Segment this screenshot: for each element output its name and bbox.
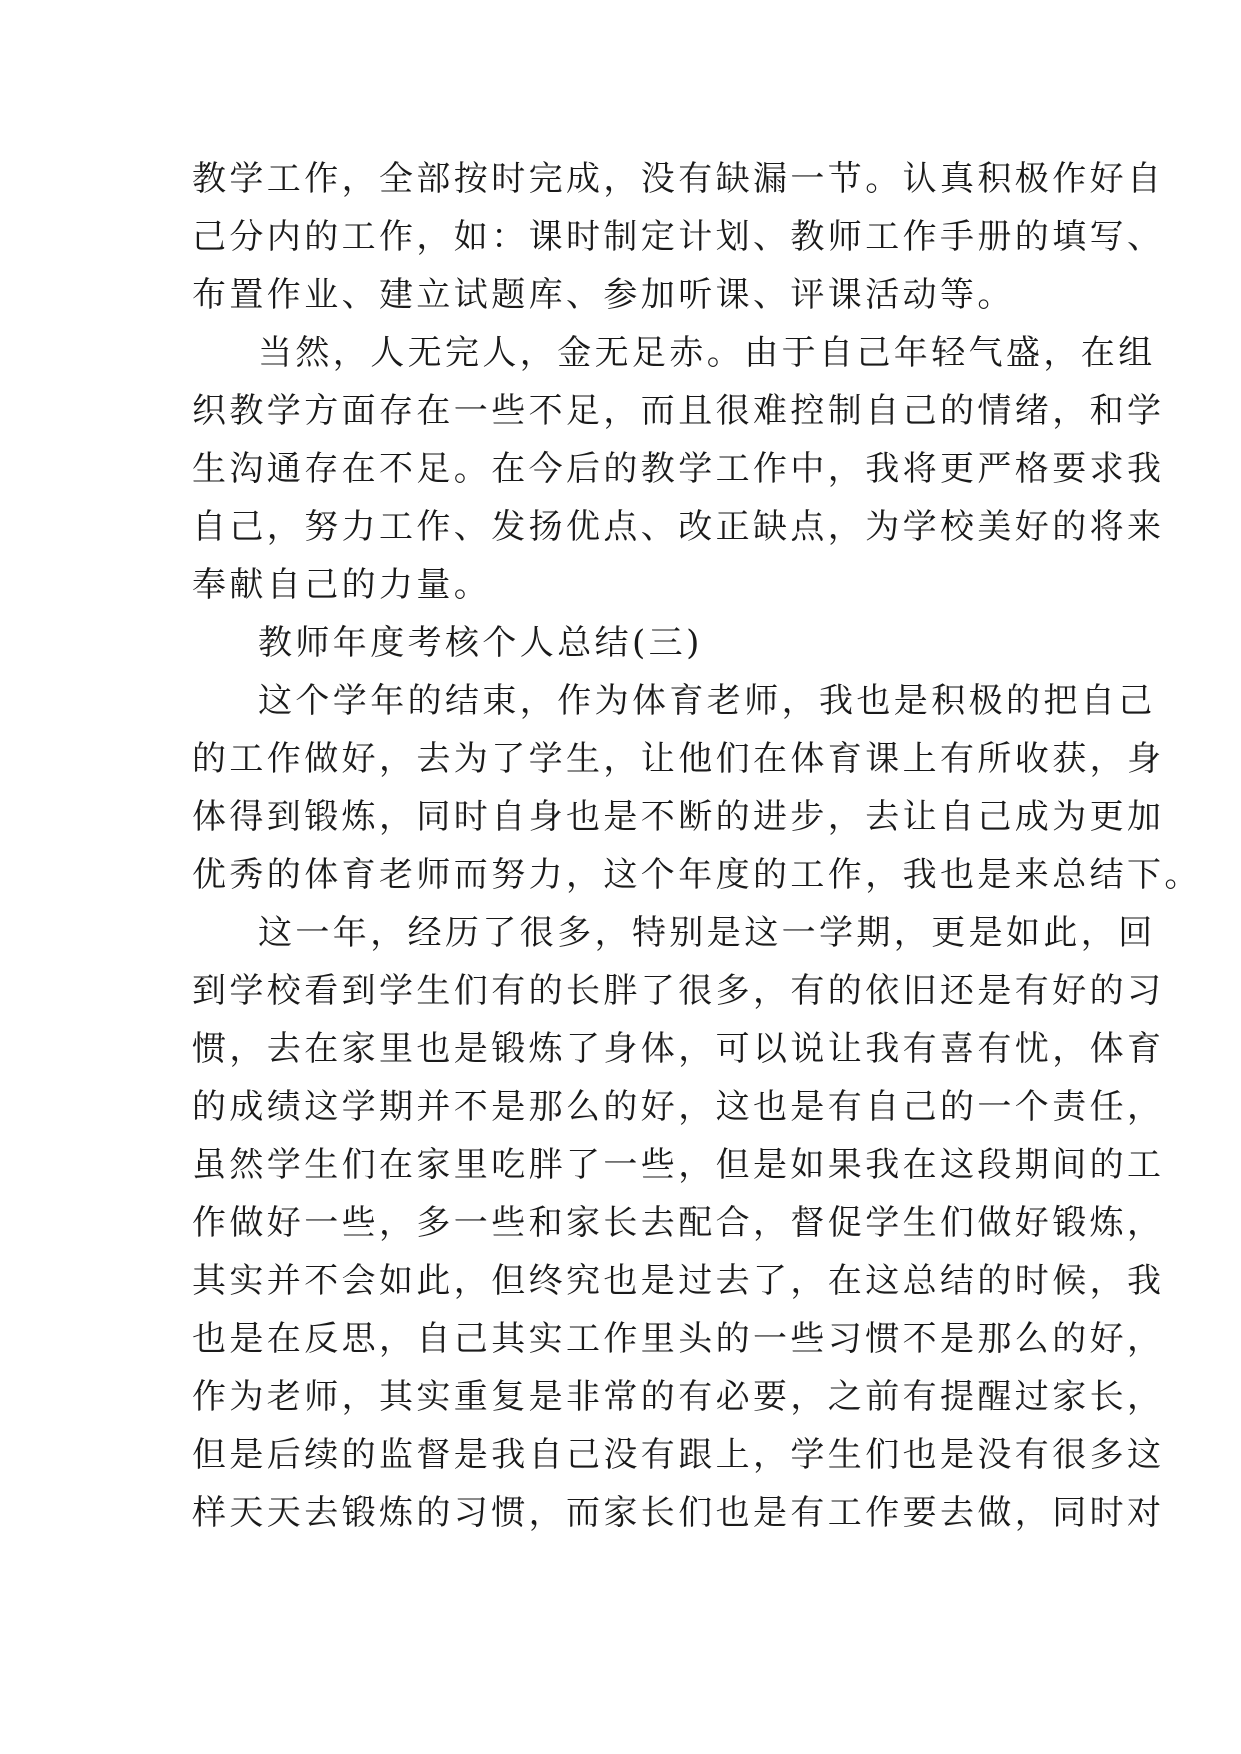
- paragraph-line: 其实并不会如此，但终究也是过去了，在这总结的时候，我: [192, 1261, 1165, 1301]
- paragraph-line: 这个学年的结束，作为体育老师，我也是积极的把自己: [258, 681, 1156, 721]
- paragraph-line: 奉献自己的力量。: [192, 565, 492, 605]
- paragraph-line: 生沟通存在不足。在今后的教学工作中，我将更严格要求我: [192, 449, 1165, 489]
- paragraph-line: 己分内的工作，如：课时制定计划、教师工作手册的填写、: [192, 217, 1165, 257]
- paragraph-line: 作为老师，其实重复是非常的有必要，之前有提醒过家长，: [192, 1377, 1165, 1417]
- paragraph-line: 当然，人无完人，金无足赤。由于自己年轻气盛，在组: [258, 333, 1156, 373]
- paragraph-line: 但是后续的监督是我自己没有跟上，学生们也是没有很多这: [192, 1435, 1165, 1475]
- paragraph-line: 自己，努力工作、发扬优点、改正缺点，为学校美好的将来: [192, 507, 1165, 547]
- paragraph-line: 的工作做好，去为了学生，让他们在体育课上有所收获，身: [192, 739, 1165, 779]
- paragraph-line: 布置作业、建立试题库、参加听课、评课活动等。: [192, 275, 1015, 315]
- paragraph-line: 体得到锻炼，同时自身也是不断的进步，去让自己成为更加: [192, 797, 1165, 837]
- paragraph-line: 优秀的体育老师而努力，这个年度的工作，我也是来总结下。: [192, 855, 1202, 895]
- paragraph-line: 惯，去在家里也是锻炼了身体，可以说让我有喜有忧，体育: [192, 1029, 1165, 1069]
- paragraph-line: 作做好一些，多一些和家长去配合，督促学生们做好锻炼，: [192, 1203, 1165, 1243]
- paragraph-line: 也是在反思，自己其实工作里头的一些习惯不是那么的好，: [192, 1319, 1165, 1359]
- paragraph-line: 到学校看到学生们有的长胖了很多，有的依旧还是有好的习: [192, 971, 1165, 1011]
- paragraph-line: 虽然学生们在家里吃胖了一些，但是如果我在这段期间的工: [192, 1145, 1165, 1185]
- paragraph-line: 这一年，经历了很多，特别是这一学期，更是如此，回: [258, 913, 1156, 953]
- paragraph-line: 织教学方面存在一些不足，而且很难控制自己的情绪，和学: [192, 391, 1165, 431]
- paragraph-line: 的成绩这学期并不是那么的好，这也是有自己的一个责任，: [192, 1087, 1165, 1127]
- section-heading: 教师年度考核个人总结(三): [258, 623, 703, 663]
- paragraph-line: 样天天去锻炼的习惯，而家长们也是有工作要去做，同时对: [192, 1493, 1165, 1533]
- paragraph-line: 教学工作，全部按时完成，没有缺漏一节。认真积极作好自: [192, 159, 1165, 199]
